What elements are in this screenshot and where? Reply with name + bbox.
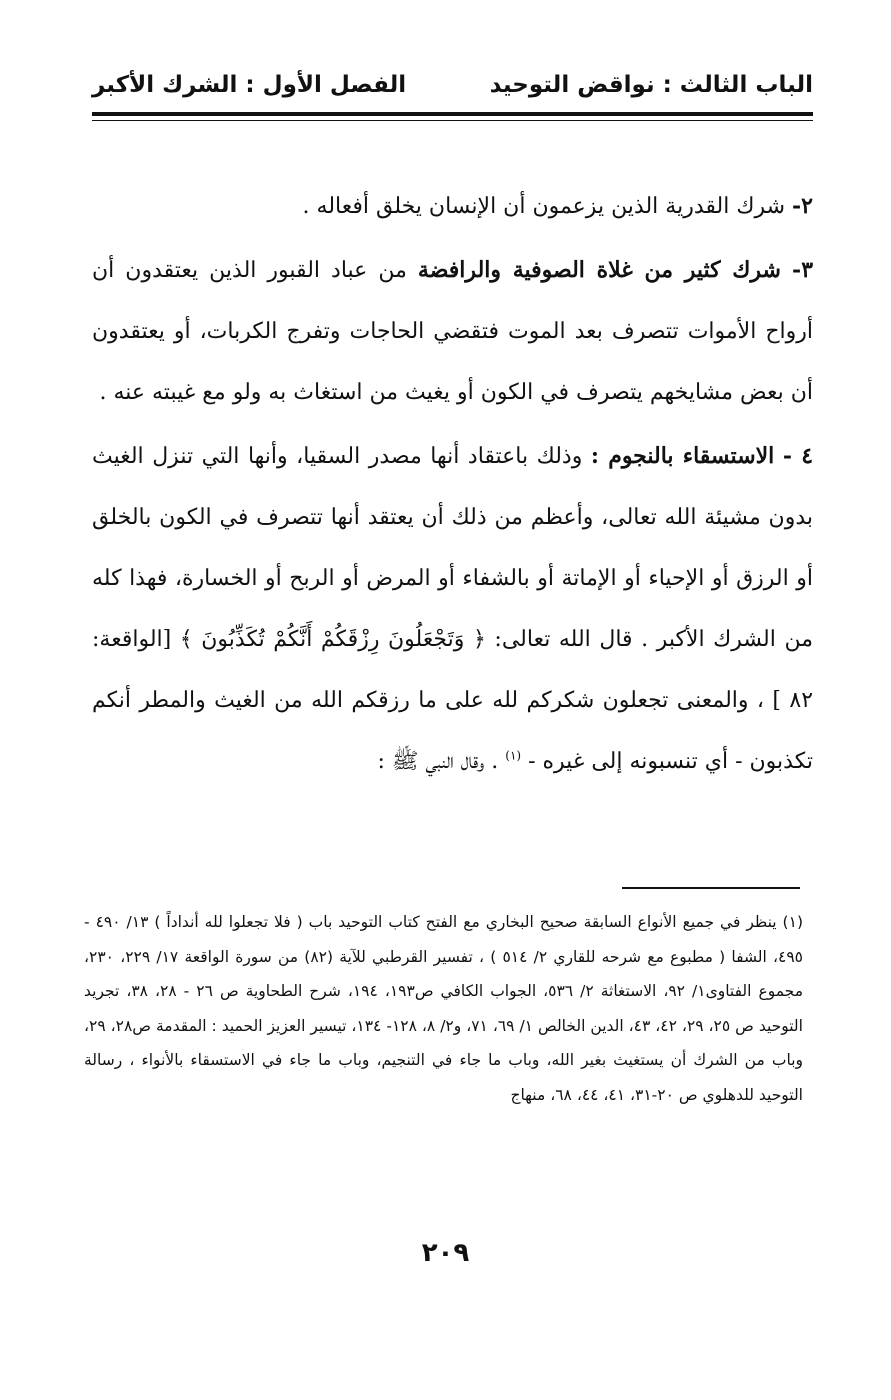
paragraph-lead: الاستسقاء بالنجوم :	[590, 443, 775, 469]
item-number: ٢-	[792, 193, 813, 219]
paragraph-text: وذلك باعتقاد أنها مصدر السقيا، وأنها التي تنزل الغيث بدون مشيئة الله تعالى، وأعظم من ذلك أن يعتقد أنها تتصرف في الكون بالخلق أو الرزق أو الإحياء أو الإماتة أو بالشفاء أو المرض أو الربح أو الخسارة، فهذا كله من الشرك الأكبر . قال الله تعالى:	[92, 444, 813, 652]
paragraph-text-cont: ، والمعنى تجعلون شكركم لله على ما رزقكم الله من الغيث والمطر أنكم تكذبون - أي تنسبونه إلى غيره -	[92, 688, 813, 774]
header-rule-thick	[92, 112, 813, 116]
paragraph-3	[92, 240, 813, 423]
page-number: ٢٠٩	[421, 1238, 470, 1268]
chapter-title: الباب الثالث : نواقض التوحيد	[489, 72, 813, 98]
footnote-1: (١) ينظر في جميع الأنواع السابقة صحيح البخاري مع الفتح كتاب التوحيد باب ( فلا تجعلوا لله أنداداً ) ١٣/ ٤٩٠ - ٤٩٥، الشفا ( مطبوع مع شرحه للقاري ٢/ ٥١٤ ) ، تفسير القرطبي للآية (٨٢) من سورة الواقعة ١٧/ ٢٢٩، ٢٣٠، مجموع الفتاوى١/ ٩٢، الاستغاثة ٢/ ٥٣٦، الجواب الكافي ص١٩٣، ١٩٤، شرح الطحاوية ص ٢٦ - ٢٨، ٣٨، تجريد التوحيد ص ٢٥، ٢٩، ٤٢، ٤٣، الدين الخالص ١/ ٦٩، ٧١، و٢/ ٨، ١٢٨- ١٣٤، تيسير العزيز الحميد : المقدمة ص٢٨، ٢٩، وباب من الشرك أن يستغيث بغير الله، وباب ما جاء في التنجيم، وباب ما جاء في الاستسقاء بالأنواء ، رسالة التوحيد للدهلوي ص ٢٠-٣١، ٤١، ٤٤، ٦٨، منهاج	[84, 913, 804, 1104]
section-title: الفصل الأول : الشرك الأكبر	[92, 72, 407, 98]
paragraph-text: شرك القدرية الذين يزعمون أن الإنسان يخلق أفعاله .	[302, 194, 786, 219]
paragraph-2	[92, 176, 813, 237]
header-rule-thin	[92, 120, 813, 121]
quran-verse: ﴿ وَتَجْعَلُونَ رِزْقَكُمْ أَنَّكُمْ تُكَذِّبُونَ ﴾	[179, 627, 486, 652]
running-header	[92, 72, 813, 112]
footnote-reference: (١)	[505, 748, 522, 763]
footnote-rule	[622, 887, 800, 889]
paragraph-lead: شرك كثير من غلاة الصوفية والرافضة	[417, 257, 781, 283]
item-number: ٤ -	[782, 443, 814, 469]
main-text	[92, 176, 813, 792]
paragraph-4	[92, 426, 813, 792]
item-number: ٣-	[792, 257, 814, 283]
paragraph-text-end: . وقال النبي ﷺ :	[377, 749, 499, 774]
verse-citation: [الواقعة: ٨٢ ]	[92, 627, 814, 713]
paragraph-text: من عباد القبور الذين يعتقدون أن أرواح الأموات تتصرف بعد الموت فتقضي الحاجات وتفرج الكربات، أو يعتقدون أن بعض مشايخهم يتصرف في الكون أو يغيث من استغاث به ولو مع غيبته عنه .	[92, 258, 813, 405]
